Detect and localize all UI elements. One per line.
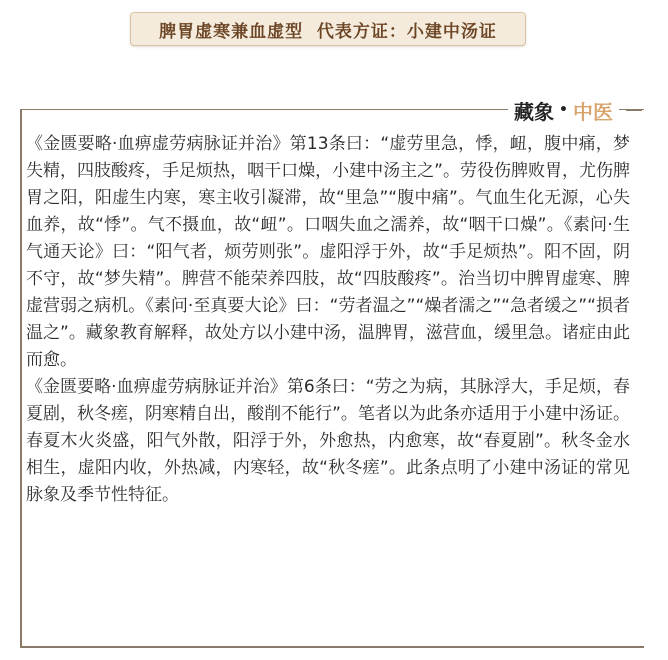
brand-part-1: 藏象 xyxy=(514,99,554,124)
brand-part-2: 中医 xyxy=(572,99,613,124)
article-paragraph-1: 《金匮要略·血痹虚劳病脉证并治》第13条曰：“虚劳里急，悸，衄，腹中痛，梦失精，四肢酸疼，手足烦热，咽干口燥，小建中汤主之”。劳役伤脾败胃，尤伤脾胃之阳，阳虚生内寒，寒主收引凝滞，故“里急”“腹中痛”。气血生化无源，心失血养，故“悸”。气不摄血，故“衄”。口咽失血之濡养，故“咽干口燥”。《素问·生气通天论》曰：“阳气者，烦劳则张”。虚阳浮于外，故“手足烦热”。阳不固，阴不守，故“梦失精”。脾营不能荣养四肢，故“四肢酸疼”。治当切中脾胃虚寒、脾虚营弱之病机。《素问·至真要大论》曰：“劳者温之”“燥者濡之”“急者缓之”“损者温之”。藏象教育解释，故处方以小建中汤，温脾胃，滋营血，缓里急。诸症由此而愈。 xyxy=(26,134,630,370)
brand-label xyxy=(508,95,619,125)
frame-corner-line xyxy=(626,109,642,111)
brand-separator-dot: • xyxy=(559,102,568,118)
section-title-badge xyxy=(130,12,526,46)
section-title: 脾胃虚寒兼血虚型 代表方证：小建中汤证 xyxy=(159,21,497,42)
article-paragraph-2: 《金匮要略·血痹虚劳病脉证并治》第6条曰：“劳之为病，其脉浮大，手足烦，春夏剧，秋冬瘥，阴寒精自出，酸削不能行”。笔者以为此条亦适用于小建中汤证。春夏木火炎盛，阳气外散，阳浮于外，外愈热，内愈寒，故“春夏剧”。秋冬金水相生，虚阳内收，外热减，内寒轻，故“秋冬瘥”。此条点明了小建中汤证的常见脉象及季节性特征。 xyxy=(26,377,630,505)
article-body xyxy=(26,131,630,509)
